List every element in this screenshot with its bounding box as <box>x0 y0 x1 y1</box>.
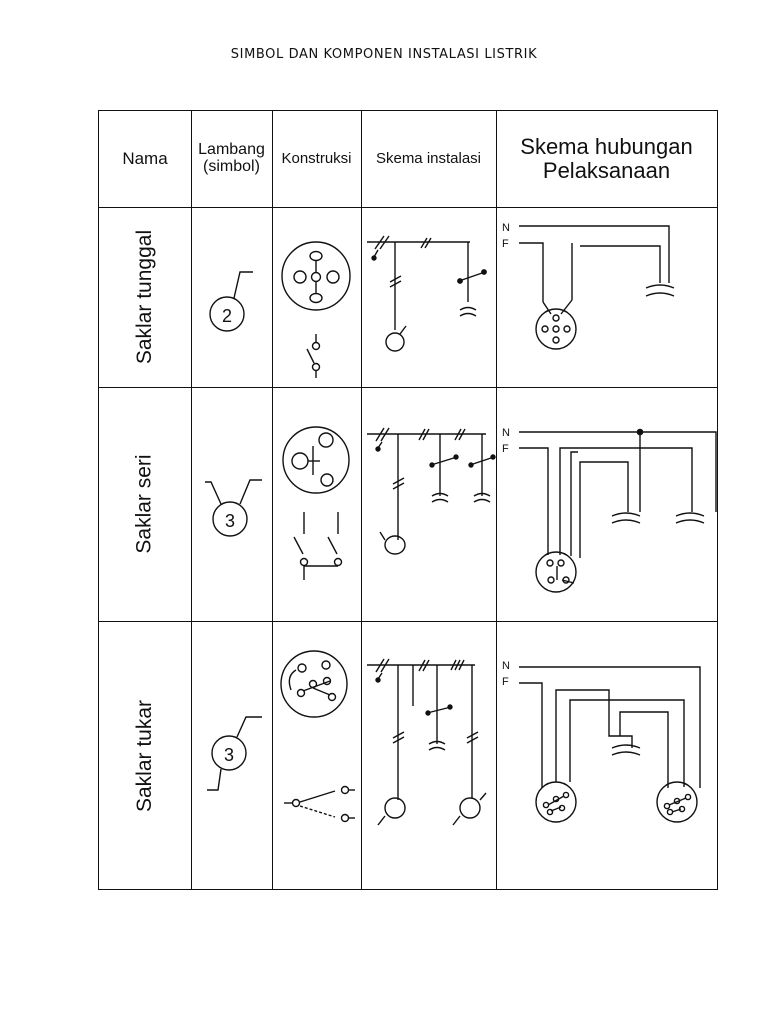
label-neutral: N <box>502 222 510 234</box>
construction-single-switch <box>282 242 350 378</box>
connection-series-switch <box>502 427 716 592</box>
label-phase: F <box>502 238 509 250</box>
row-name-saklar-seri: Saklar seri <box>133 454 157 554</box>
label-neutral: N <box>502 660 510 672</box>
connection-changeover-switch <box>502 660 700 822</box>
construction-series-switch <box>283 427 349 580</box>
row-name-saklar-tukar: Saklar tukar <box>133 699 157 813</box>
installation-changeover-switch <box>367 659 486 825</box>
symbol-digit: 3 <box>223 745 235 765</box>
installation-single-switch <box>367 236 486 351</box>
label-neutral: N <box>502 427 510 439</box>
header-skema-hubungan-line2: Pelaksanaan <box>542 158 671 183</box>
symbol-single-switch <box>210 272 253 331</box>
label-phase: F <box>502 443 509 455</box>
document-title: SIMBOL DAN KOMPONEN INSTALASI LISTRIK <box>230 47 538 62</box>
header-konstruksi: Konstruksi <box>281 150 352 168</box>
symbol-digit: 3 <box>224 511 236 531</box>
installation-series-switch <box>367 428 495 554</box>
construction-changeover-switch <box>281 651 355 822</box>
symbol-changeover-switch <box>207 717 262 790</box>
symbol-series-switch <box>205 480 262 536</box>
connection-single-switch <box>502 222 674 349</box>
row-name-saklar-tunggal: Saklar tunggal <box>133 229 157 365</box>
header-skema-hubungan-line1: Skema hubungan <box>520 133 693 159</box>
label-phase: F <box>502 676 509 688</box>
symbol-digit: 2 <box>221 306 233 326</box>
header-skema-instalasi: Skema instalasi <box>375 150 482 168</box>
header-lambang-line2: (simbol) <box>203 158 260 175</box>
header-nama: Nama <box>122 149 168 169</box>
header-lambang-line1: Lambang <box>198 141 265 159</box>
